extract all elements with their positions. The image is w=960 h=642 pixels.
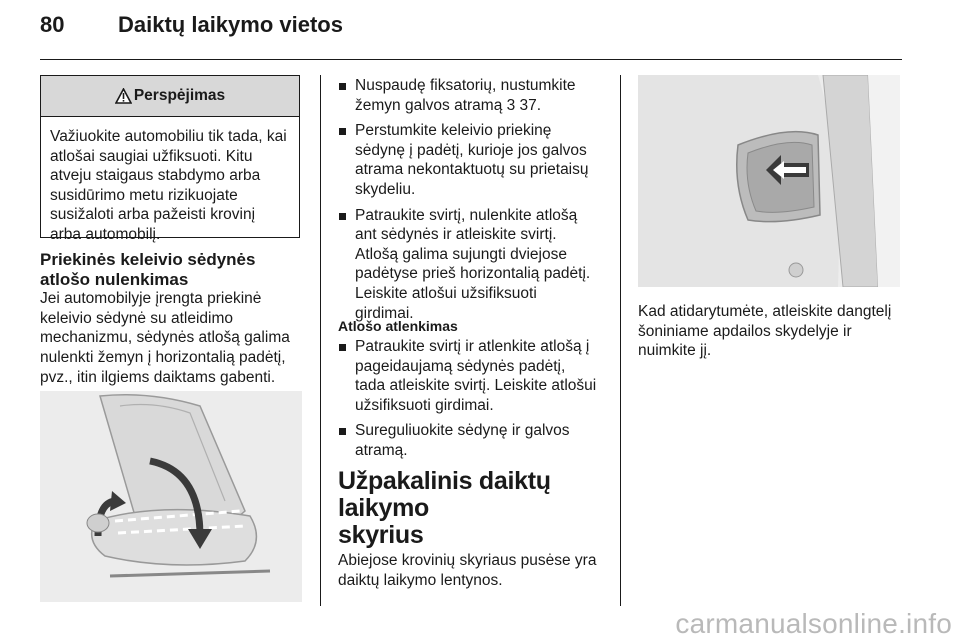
- step-line: atramą.: [355, 441, 408, 459]
- storage-body: [338, 551, 614, 590]
- fold-body-line: nulenkti žemyn į horizontalią padėtį,: [40, 348, 286, 366]
- page-title: Daiktų laikymo vietos: [118, 12, 343, 37]
- step-line: tada atleiskite svirtį. Leiskite atlošui: [355, 377, 597, 395]
- list-item: [338, 76, 614, 115]
- step-line: Patraukite svirtį ir atlenkite atlošą į: [355, 338, 590, 355]
- fold-body-line: pvz., itin ilgiems daiktams gabenti.: [40, 368, 276, 386]
- warning-line: Važiuokite automobiliu tik tada, kai: [50, 128, 287, 145]
- step-line: pageidaujamą sėdynės padėtį,: [355, 357, 566, 375]
- fold-section: [40, 250, 308, 387]
- side-panel-caption: [638, 302, 918, 361]
- column-divider: [620, 75, 621, 606]
- watermark: carmanualsonline.info: [675, 608, 952, 639]
- step-line: ant sėdynės ir atleiskite svirtį.: [355, 226, 557, 244]
- warning-line: susižaloti arba pažeisti krovinį: [50, 206, 256, 224]
- fold-heading-line: Priekinės keleivio sėdynės: [40, 250, 256, 269]
- step-line: Atlošą galima sujungti dviejose: [355, 245, 567, 263]
- unfold-steps: [338, 337, 614, 461]
- caption-line: nuimkite jį.: [638, 342, 712, 360]
- step-line: Leiskite atlošui užsifiksuoti: [355, 284, 537, 302]
- step-line: girdimai.: [355, 304, 414, 322]
- step-line: Patraukite svirtį, nulenkite atlošą: [355, 206, 578, 224]
- step-line: padėtyse prieš horizontalią padėtį.: [355, 265, 591, 283]
- page-ref-icon: 3: [506, 96, 516, 114]
- warning-box: [40, 75, 300, 243]
- list-item: [338, 206, 614, 324]
- subheading: Atlošo atlenkimas: [338, 318, 458, 334]
- body-line: Abiejose krovinių skyriaus pusėse yra: [338, 552, 597, 569]
- caption-line: šoniniame apdailos skydelyje ir: [638, 322, 852, 340]
- warning-line: arba automobilį.: [50, 225, 161, 243]
- step-line: atrama nekontaktuotų su prietaisų: [355, 161, 589, 179]
- side-panel-illustration: [638, 75, 900, 287]
- storage-section: [338, 468, 614, 590]
- step-line: [355, 96, 614, 116]
- fold-body-line: Jei automobilyje įrengta priekinė: [40, 290, 262, 308]
- body-line: daiktų laikymo lentynos.: [338, 571, 503, 589]
- fold-heading-line: atlošo nulenkimas: [40, 269, 189, 289]
- column-2: [338, 76, 614, 323]
- column-divider: [320, 75, 321, 606]
- step-line: skydeliu.: [355, 180, 416, 198]
- warning-text: [41, 117, 299, 245]
- warning-triangle-icon: [115, 88, 132, 104]
- header-rule: [40, 59, 902, 60]
- list-item: [338, 121, 614, 199]
- fold-body-line: keleivio sėdynė su atleidimo: [40, 309, 233, 327]
- warning-heading: Perspėjimas: [133, 87, 226, 104]
- warning-header: [41, 76, 299, 117]
- list-item: [338, 421, 614, 460]
- list-item: [338, 337, 614, 415]
- section-heading-line: Užpakalinis daiktų laikymo: [338, 467, 551, 522]
- unfold-steps-list: [338, 337, 614, 461]
- seat-illustration: [40, 391, 302, 602]
- warning-line: susidūrimo metu rizikuojate: [50, 186, 238, 204]
- step-line: užsifiksuoti girdimai.: [355, 396, 494, 414]
- caption-line: Kad atidarytumėte, atleiskite dangtelį: [638, 303, 892, 320]
- fold-steps-list: [338, 76, 614, 323]
- page-number: 80: [40, 12, 65, 37]
- page-ref: 37.: [515, 96, 542, 114]
- step-line: Nuspaudę fiksatorių, nustumkite: [355, 77, 576, 94]
- fold-body-line: mechanizmu, sėdynės atlošą galima: [40, 329, 290, 347]
- warning-line: atveju staigaus stabdymo arba: [50, 167, 261, 185]
- step-line: sėdynę į padėtį, kurioje jos galvos: [355, 141, 587, 159]
- step-line: Sureguliuokite sėdynę ir galvos: [355, 422, 570, 440]
- section-heading-line: skyrius: [338, 521, 424, 549]
- step-line: Perstumkite keleivio priekinę: [355, 122, 552, 140]
- warning-line: atlošai saugiai užfiksuoti. Kitu: [50, 147, 253, 165]
- step-text: žemyn galvos atramą: [355, 96, 507, 114]
